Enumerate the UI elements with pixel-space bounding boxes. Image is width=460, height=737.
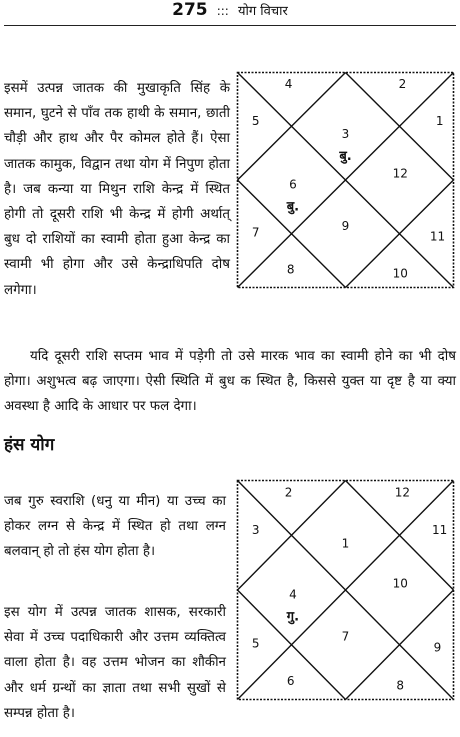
planet-label: बु. <box>339 149 352 165</box>
house-number-1: 1 <box>341 536 350 551</box>
house-number-5: 5 <box>251 636 260 651</box>
house-number-1: 1 <box>435 114 444 129</box>
section-heading-hamsa-yoga: हंस योग <box>4 435 55 455</box>
house-number-2: 2 <box>398 77 407 92</box>
header-divider <box>4 25 456 26</box>
house-number-10: 10 <box>392 266 408 281</box>
page-number: 275 <box>172 0 208 20</box>
header-title: योग विचार <box>237 4 288 19</box>
paragraph-4: इस योग में उत्पन्न जातक शासक, सरकारी सेवा में उच्च पदाधिकारी और उत्तम व्यक्तित्व वाला होता है। वह उत्तम भोजन का शौकीन और धर्म ग्रन्थों का ज्ञाता तथा सभी सुखों से सम्पन्न होता है। <box>4 605 226 721</box>
horoscope-chart-2 <box>236 479 455 701</box>
page-header <box>0 0 460 26</box>
paragraph-3: जब गुरु स्वराशि (धनु या मीन) या उच्च का होकर लग्न से केन्द्र में स्थित हो तथा लग्न बलवान् हो तो हंस योग होता है। <box>4 494 226 560</box>
house-number-6: 6 <box>286 674 295 689</box>
house-number-9: 9 <box>341 218 350 233</box>
house-number-9: 9 <box>433 640 442 655</box>
house-number-12: 12 <box>392 166 408 181</box>
house-number-7: 7 <box>251 225 260 240</box>
house-number-2: 2 <box>284 485 293 500</box>
house-number-4: 4 <box>284 77 293 92</box>
house-number-11: 11 <box>432 523 448 538</box>
house-number-3: 3 <box>251 523 260 538</box>
house-number-8: 8 <box>286 262 295 277</box>
house-number-12: 12 <box>394 485 411 500</box>
house-number-6: 6 <box>289 177 297 192</box>
house-number-3: 3 <box>341 127 350 142</box>
paragraph-1: इसमें उत्पन्न जातक की मुखाकृति सिंह के समान, घुटने से पाँव तक हाथी के समान, छाती चौड़ी और हाथ और पैर कोमल होते हैं। ऐसा जातक कामुक, विद्वान तथा योग में निपुण होता है। जब कन्या या मिथुन राशि केन्द्र में स्थित होगी तो दूसरी राशि भी केन्द्र में होगी अर्थात् बुध दो राशियों का स्वामी होता हुआ केन्द्र का स्वामी भी होगा और उसे केन्द्राधिपति दोष लगेगा। <box>4 81 230 298</box>
house-number-5: 5 <box>251 114 260 129</box>
house-number-4: 4 <box>289 587 297 602</box>
house-number-7: 7 <box>341 629 350 644</box>
paragraph-2: यदि दूसरी राशि सप्तम भाव में पड़ेगी तो उसे मारक भाव का स्वामी होने का भी दोष होगा। अशुभत्व बढ़ जाएगा। ऐसी स्थिति में बुध क स्थित है, किससे युक्त या दृष्ट है या क्या अवस्था है आदि के आधार पर फल देगा। <box>4 349 456 415</box>
planet-label: गु. <box>286 609 300 625</box>
house-number-8: 8 <box>396 678 405 693</box>
planet-label: बु. <box>286 199 300 215</box>
house-number-11: 11 <box>429 229 446 244</box>
house-number-10: 10 <box>392 576 408 591</box>
header-separator: ::: <box>216 4 229 18</box>
horoscope-chart-1 <box>236 71 455 289</box>
